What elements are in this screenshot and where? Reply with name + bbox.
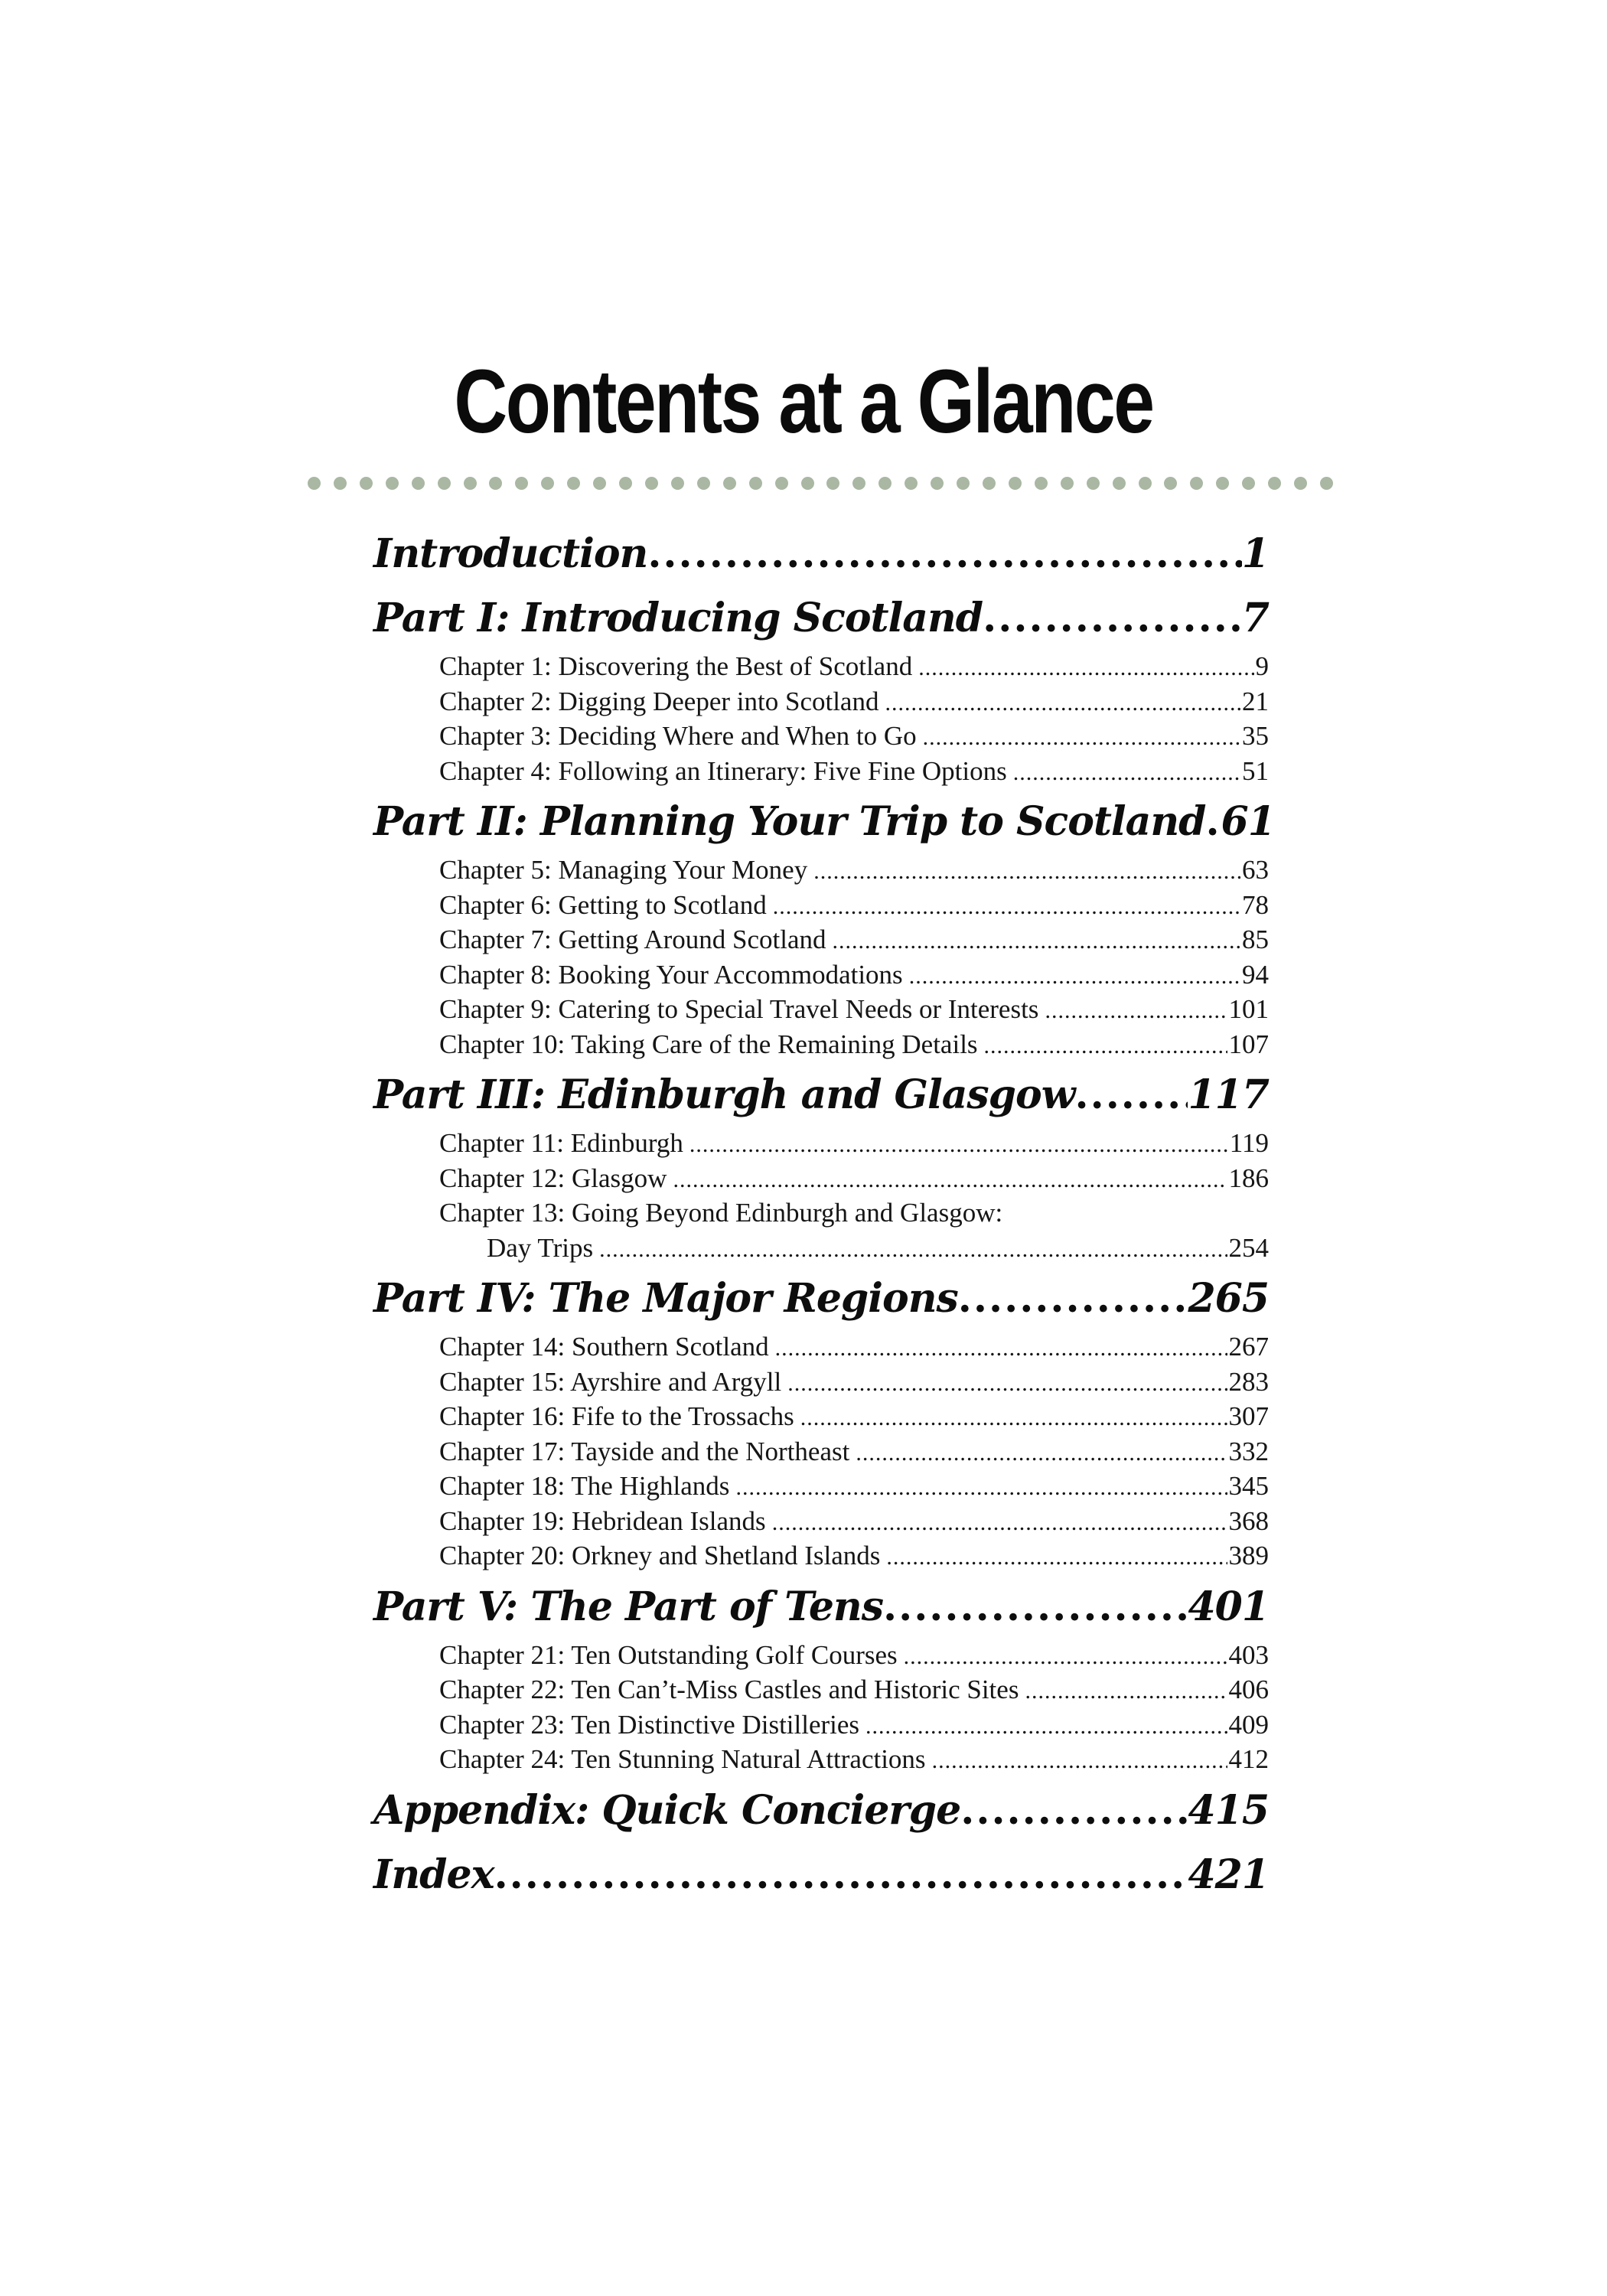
toc-chapter-entry[interactable] xyxy=(439,1504,1269,1539)
page-number: 85 xyxy=(1242,925,1269,954)
dot-leader xyxy=(775,1331,1227,1366)
divider-dot xyxy=(308,477,321,490)
divider-dot xyxy=(826,477,839,490)
chapter-list xyxy=(373,649,1269,788)
dot-leader xyxy=(983,595,1242,641)
page-number: 421 xyxy=(1188,1851,1269,1898)
toc-chapter-entry[interactable] xyxy=(439,1469,1269,1504)
chapter-title: Chapter 22: Ten Can’t-Miss Castles and Historic Sites xyxy=(439,1675,1019,1704)
divider-dot xyxy=(878,477,892,490)
divider-dot xyxy=(1216,477,1229,490)
chapter-title: Chapter 16: Fife to the Trossachs xyxy=(439,1401,794,1431)
chapter-title: Chapter 9: Catering to Special Travel Needs or Interests xyxy=(439,994,1039,1024)
divider-dot xyxy=(1009,477,1022,490)
chapter-title: Chapter 17: Tayside and the Northeast xyxy=(439,1436,850,1466)
divider-dot xyxy=(775,477,788,490)
page-number: 368 xyxy=(1228,1505,1269,1536)
chapter-list xyxy=(373,1329,1269,1574)
chapter-title: Chapter 21: Ten Outstanding Golf Courses xyxy=(439,1639,898,1670)
toc-chapter-entry[interactable] xyxy=(439,754,1269,789)
page-number: 307 xyxy=(1228,1401,1269,1431)
chapter-list xyxy=(373,1126,1269,1265)
chapter-title: Chapter 24: Ten Stunning Natural Attractions xyxy=(439,1744,926,1774)
dot-leader xyxy=(1045,993,1227,1029)
chapter-title: Chapter 5: Managing Your Money xyxy=(439,855,808,885)
dot-leader xyxy=(1206,799,1221,845)
dot-leader xyxy=(494,1852,1188,1898)
page-number: 412 xyxy=(1228,1744,1269,1774)
page-number: 107 xyxy=(1228,1029,1269,1059)
page-number: 401 xyxy=(1188,1583,1269,1630)
page-number: 9 xyxy=(1255,651,1269,681)
divider-dot xyxy=(723,477,736,490)
divider-dot xyxy=(957,477,970,490)
divider-dot xyxy=(386,477,399,490)
chapter-title: Chapter 7: Getting Around Scotland xyxy=(439,925,826,954)
page-number: 265 xyxy=(1188,1275,1269,1322)
dot-leader xyxy=(787,1366,1227,1401)
toc-chapter-entry[interactable] xyxy=(439,1742,1269,1777)
divider-dot xyxy=(412,477,425,490)
part-title: Part III: Edinburgh and Glasgow xyxy=(373,1071,1075,1118)
page-number: 7 xyxy=(1241,595,1269,641)
toc-chapter-entry[interactable] xyxy=(439,1365,1269,1400)
dot-leader xyxy=(856,1436,1227,1471)
toc-chapter-entry[interactable] xyxy=(439,957,1269,993)
dot-leader xyxy=(599,1232,1227,1267)
divider-dot xyxy=(360,477,373,490)
divider-dot xyxy=(1164,477,1177,490)
table-of-contents xyxy=(373,520,1275,1906)
page-number: 21 xyxy=(1242,686,1269,716)
part-title: Part I: Introducing Scotland xyxy=(373,595,983,641)
dot-leader xyxy=(865,1709,1227,1744)
part-title: Part V: The Part of Tens xyxy=(373,1583,883,1630)
divider-dot xyxy=(852,477,865,490)
dot-leader xyxy=(923,720,1240,755)
toc-part-entry[interactable] xyxy=(373,1574,1269,1638)
toc-chapter-continuation[interactable] xyxy=(439,1231,1269,1266)
dot-leader xyxy=(904,1639,1227,1675)
toc-part-entry[interactable] xyxy=(373,788,1275,853)
toc-chapter-entry[interactable] xyxy=(439,1027,1269,1062)
toc-chapter-entry[interactable] xyxy=(439,1638,1269,1673)
divider-dot xyxy=(905,477,918,490)
divider-dot xyxy=(1242,477,1255,490)
chapter-title: Chapter 11: Edinburgh xyxy=(439,1128,683,1158)
page-number: 332 xyxy=(1228,1436,1269,1466)
divider-dot xyxy=(1320,477,1333,490)
page-number: 78 xyxy=(1242,889,1269,920)
toc-chapter-entry[interactable] xyxy=(439,719,1269,754)
page-number: 94 xyxy=(1242,959,1269,990)
toc-chapter-entry[interactable] xyxy=(439,1329,1269,1365)
divider-dot xyxy=(1113,477,1126,490)
toc-part-entry[interactable] xyxy=(373,520,1269,585)
page-number: 119 xyxy=(1229,1128,1269,1158)
dot-leader xyxy=(813,854,1240,889)
divider-dot xyxy=(801,477,814,490)
divider-dot xyxy=(1087,477,1100,490)
divider-dot xyxy=(645,477,658,490)
dot-leader xyxy=(932,1743,1227,1779)
chapter-title: Chapter 1: Discovering the Best of Scotland xyxy=(439,651,913,681)
dot-leader xyxy=(885,686,1240,721)
dot-leader xyxy=(800,1401,1227,1436)
divider-dot xyxy=(983,477,996,490)
page-number: 35 xyxy=(1242,721,1269,751)
chapter-title: Chapter 8: Booking Your Accommodations xyxy=(439,959,903,990)
toc-chapter-entry[interactable] xyxy=(439,1707,1269,1743)
divider-dot xyxy=(931,477,944,490)
toc-chapter-entry[interactable] xyxy=(439,853,1269,888)
divider-dot xyxy=(438,477,451,490)
divider-dot xyxy=(697,477,710,490)
page-number: 1 xyxy=(1241,530,1269,577)
page-number: 51 xyxy=(1242,755,1269,786)
toc-part-entry[interactable] xyxy=(373,1841,1269,1906)
chapter-title: Chapter 3: Deciding Where and When to Go xyxy=(439,721,917,751)
page-number: 406 xyxy=(1228,1675,1269,1704)
dot-leader xyxy=(647,531,1241,577)
toc-chapter-entry[interactable] xyxy=(439,1672,1269,1707)
dot-leader xyxy=(909,959,1240,994)
chapter-title: Chapter 2: Digging Deeper into Scotland xyxy=(439,686,879,716)
divider-dot xyxy=(334,477,347,490)
page-number: 101 xyxy=(1228,994,1269,1024)
chapter-title: Chapter 4: Following an Itinerary: Five Fine Options xyxy=(439,755,1007,786)
divider-dot xyxy=(1190,477,1203,490)
divider-dot xyxy=(464,477,477,490)
dot-leader xyxy=(1025,1674,1227,1709)
divider-dot xyxy=(567,477,580,490)
chapter-title: Chapter 12: Glasgow xyxy=(439,1163,667,1193)
chapter-title: Chapter 14: Southern Scotland xyxy=(439,1332,769,1362)
toc-chapter-entry[interactable] xyxy=(439,888,1269,923)
page-number: 61 xyxy=(1221,798,1275,845)
chapter-list xyxy=(373,853,1269,1062)
divider-dot xyxy=(619,477,632,490)
page-title: Contents at a Glance xyxy=(454,351,1153,452)
dot-leader xyxy=(673,1163,1227,1198)
toc-part-entry[interactable] xyxy=(373,585,1269,649)
dot-leader xyxy=(689,1127,1228,1163)
dot-leader xyxy=(960,1788,1188,1834)
dot-leader xyxy=(1074,1072,1188,1118)
chapter-list xyxy=(373,1638,1269,1777)
chapter-title: Chapter 20: Orkney and Shetland Islands xyxy=(439,1541,881,1570)
divider-dot xyxy=(489,477,502,490)
page-number: 403 xyxy=(1228,1639,1269,1670)
toc-chapter-entry[interactable] xyxy=(439,1538,1269,1574)
page-number: 345 xyxy=(1228,1471,1269,1501)
page-number: 409 xyxy=(1228,1709,1269,1740)
toc-chapter-entry[interactable] xyxy=(439,922,1269,957)
chapter-title: Chapter 18: The Highlands xyxy=(439,1471,730,1501)
divider-dot xyxy=(1268,477,1281,490)
chapter-title: Chapter 10: Taking Care of the Remaining Details xyxy=(439,1029,978,1059)
part-title: Part II: Planning Your Trip to Scotland xyxy=(373,798,1206,845)
dotted-divider xyxy=(308,475,1333,491)
chapter-title: Chapter 19: Hebridean Islands xyxy=(439,1505,766,1536)
part-title: Index xyxy=(373,1851,494,1898)
toc-chapter-entry[interactable] xyxy=(439,992,1269,1027)
dot-leader xyxy=(832,924,1240,959)
toc-chapter-entry[interactable] xyxy=(439,1434,1269,1469)
divider-dot xyxy=(1139,477,1152,490)
dot-leader xyxy=(918,651,1253,686)
divider-dot xyxy=(1294,477,1307,490)
toc-chapter-entry[interactable] xyxy=(439,1126,1269,1161)
part-title: Part IV: The Major Regions xyxy=(373,1275,958,1322)
toc-chapter-entry[interactable] xyxy=(439,1195,1269,1231)
part-title: Introduction xyxy=(373,530,648,577)
page-number: 186 xyxy=(1228,1163,1269,1193)
toc-part-entry[interactable] xyxy=(373,1062,1269,1126)
chapter-title: Chapter 15: Ayrshire and Argyll xyxy=(439,1366,782,1397)
toc-chapter-entry[interactable] xyxy=(439,1399,1269,1434)
page-number: 389 xyxy=(1228,1541,1269,1570)
dot-leader xyxy=(1013,755,1240,791)
chapter-title: Chapter 13: Going Beyond Edinburgh and Glasgow: xyxy=(439,1198,1003,1228)
page-number: 283 xyxy=(1228,1366,1269,1397)
divider-dot xyxy=(515,477,528,490)
divider-dot xyxy=(749,477,762,490)
divider-dot xyxy=(541,477,554,490)
page-number: 267 xyxy=(1228,1332,1269,1362)
divider-dot xyxy=(1061,477,1074,490)
divider-dot xyxy=(671,477,684,490)
toc-part-entry[interactable] xyxy=(373,1777,1269,1841)
divider-dot xyxy=(593,477,606,490)
dot-leader xyxy=(883,1584,1188,1630)
part-title: Appendix: Quick Concierge xyxy=(373,1786,961,1834)
page-number: 254 xyxy=(1228,1232,1269,1263)
toc-part-entry[interactable] xyxy=(373,1265,1269,1329)
chapter-title: Day Trips xyxy=(487,1232,594,1263)
chapter-title: Chapter 6: Getting to Scotland xyxy=(439,889,767,920)
dot-leader xyxy=(958,1276,1188,1322)
dot-leader xyxy=(886,1540,1227,1575)
toc-chapter-entry[interactable] xyxy=(439,1161,1269,1196)
page-number: 63 xyxy=(1242,855,1269,885)
toc-chapter-entry[interactable] xyxy=(439,684,1269,719)
chapter-title: Chapter 23: Ten Distinctive Distilleries xyxy=(439,1709,860,1740)
toc-chapter-entry[interactable] xyxy=(439,649,1269,684)
dot-leader xyxy=(735,1470,1227,1505)
page-number: 415 xyxy=(1188,1786,1269,1834)
dot-leader xyxy=(984,1029,1227,1064)
divider-dot xyxy=(1035,477,1048,490)
dot-leader xyxy=(772,1505,1227,1541)
dot-leader xyxy=(773,889,1240,925)
page-number: 117 xyxy=(1188,1071,1269,1118)
